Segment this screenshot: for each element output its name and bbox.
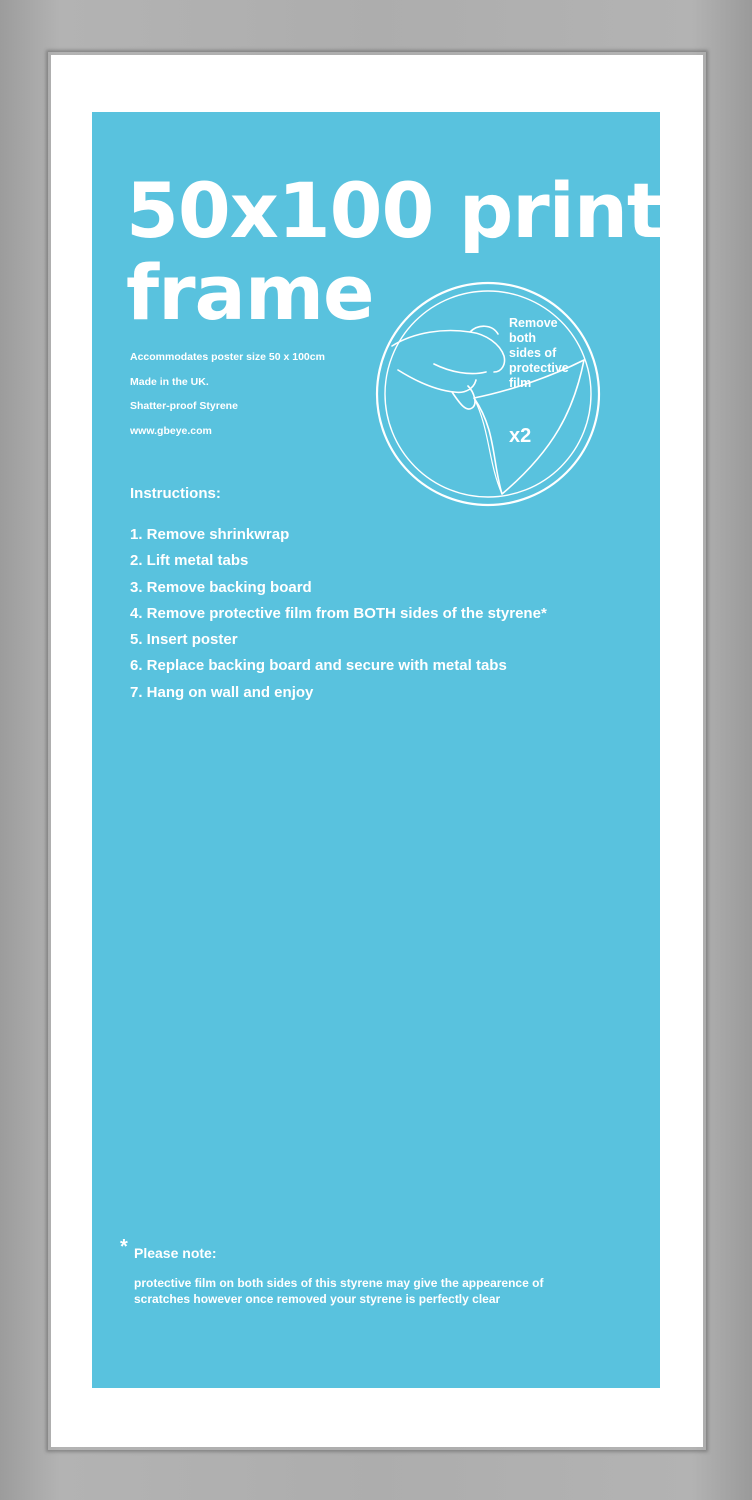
spec-poster-size: Accommodates poster size 50 x 100cm xyxy=(130,351,325,363)
list-item: 2. Lift metal tabs xyxy=(130,552,249,570)
note-line: protective film on both sides of this styrene may give the appearence of xyxy=(134,1276,544,1290)
spec-website: www.gbeye.com xyxy=(130,424,212,437)
note-line: scratches however once removed your styrene is perfectly clear xyxy=(134,1292,501,1306)
badge-line: protective xyxy=(509,361,569,375)
instructions-heading: Instructions: xyxy=(130,485,221,502)
list-item: 7. Hang on wall and enjoy xyxy=(130,683,314,701)
placeholder-poster xyxy=(92,112,663,1388)
note-body xyxy=(134,1275,543,1307)
list-item: 4. Remove protective film from BOTH sides of the styrene* xyxy=(130,604,547,622)
spec-origin: Made in the UK. xyxy=(130,375,209,388)
spec-list xyxy=(130,351,325,449)
badge-line: both xyxy=(509,331,537,345)
badge-multiplier: x2 xyxy=(509,425,532,447)
note-asterisk: * xyxy=(120,1236,128,1258)
badge-line: Remove xyxy=(509,316,558,330)
peeling-film-icon xyxy=(374,280,602,508)
list-item: 5. Insert poster xyxy=(130,631,238,649)
poster-title-line-2: frame xyxy=(126,248,374,337)
poster-title-line-1: 50x100 print xyxy=(126,166,663,255)
badge-instruction xyxy=(509,316,569,391)
badge-line: sides of xyxy=(509,346,557,360)
list-item: 1. Remove shrinkwrap xyxy=(130,526,290,543)
note-heading: Please note: xyxy=(134,1245,217,1261)
list-item: 6. Replace backing board and secure with metal tabs xyxy=(130,657,507,675)
spec-material: Shatter-proof Styrene xyxy=(130,400,238,412)
badge-line: film xyxy=(509,376,532,390)
list-item: 3. Remove backing board xyxy=(130,578,312,596)
instruction-steps xyxy=(130,522,547,706)
